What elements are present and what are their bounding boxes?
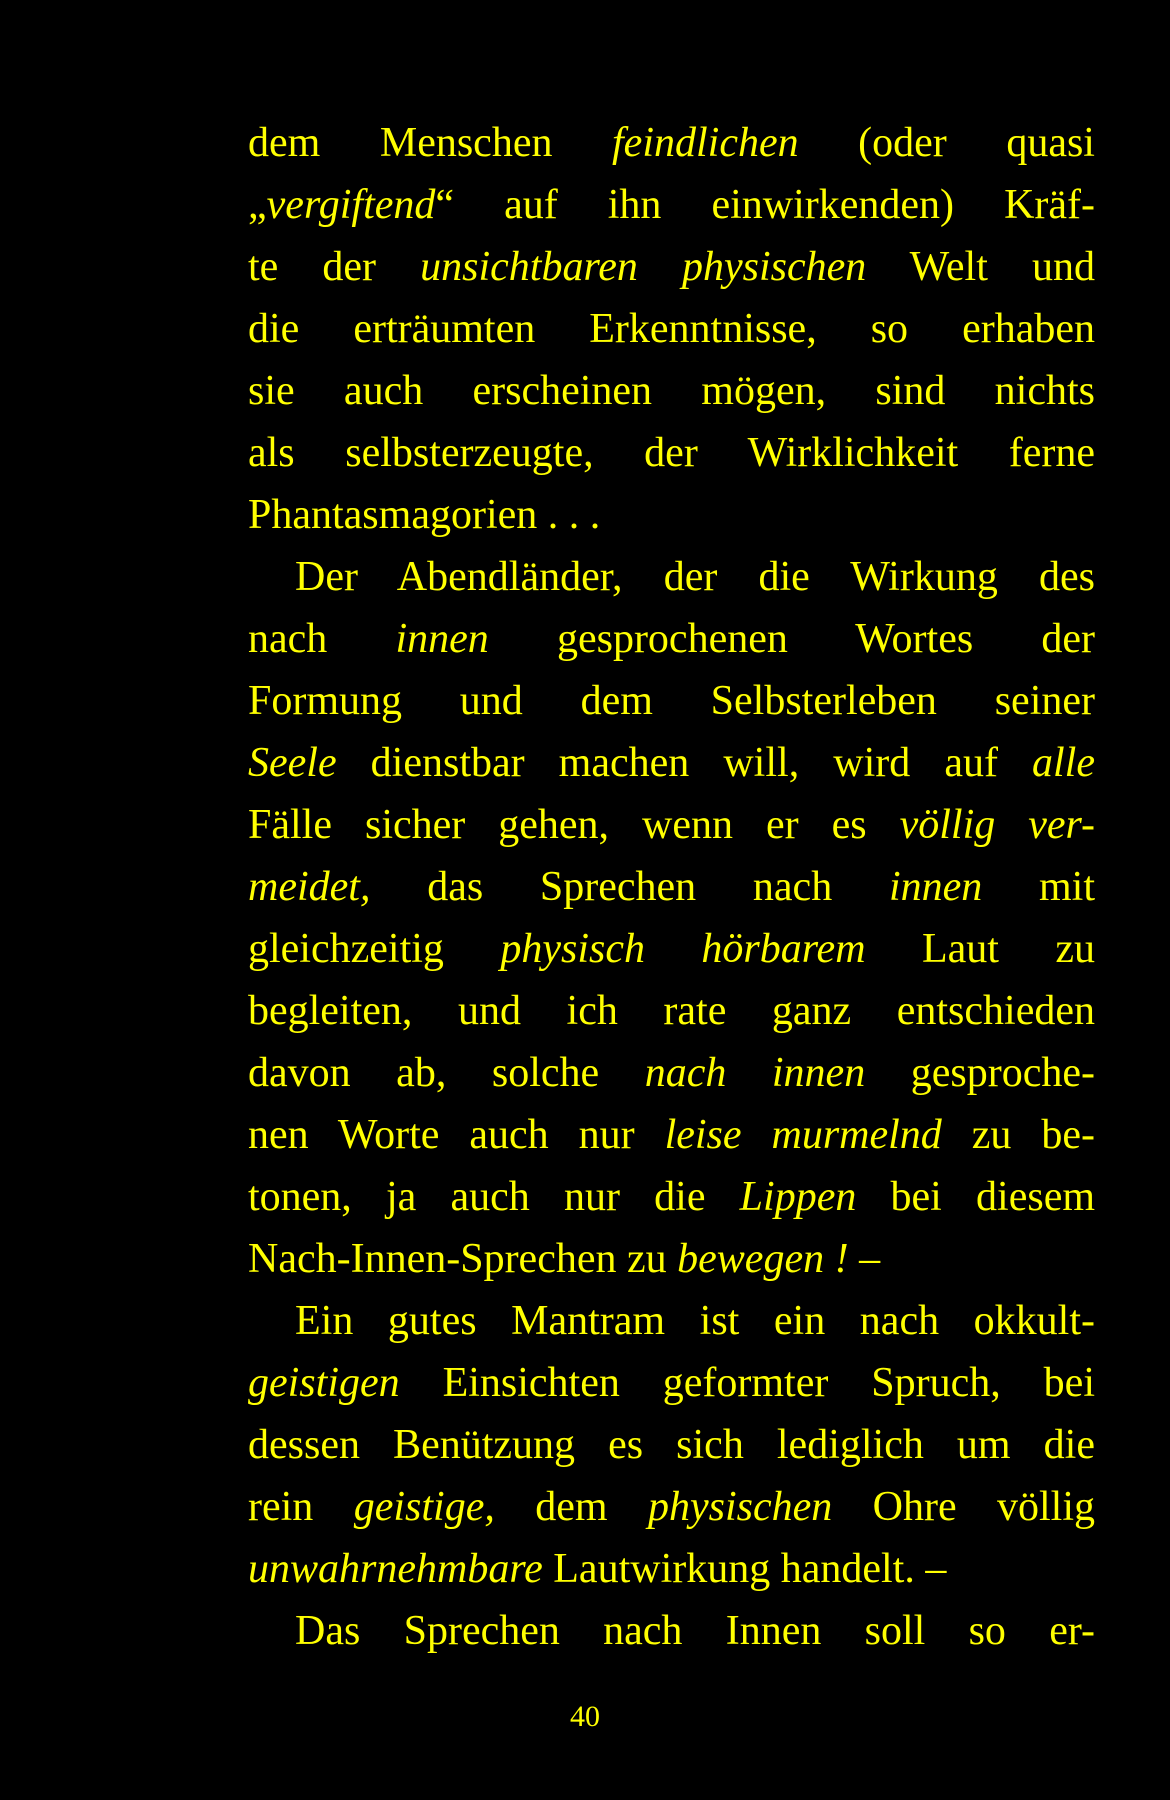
italic-text: vergiftend (266, 182, 436, 228)
text-line (248, 236, 1095, 298)
body-text (248, 112, 1095, 1662)
text-run: (oder quasi (798, 120, 1095, 166)
italic-text: völlig ver- (899, 802, 1096, 848)
text-line (248, 1352, 1095, 1414)
text-line (248, 794, 1095, 856)
text-run: mit (982, 864, 1095, 910)
text-run: begleiten, und ich rate ganz entschieden (248, 988, 1095, 1034)
text-line (248, 1228, 1095, 1290)
italic-text: physischen (647, 1484, 833, 1530)
text-run: Das Sprechen nach Innen soll so er- (295, 1608, 1095, 1654)
italic-text: Seele (248, 740, 337, 786)
text-run: Einsichten geformter Spruch, bei (399, 1360, 1095, 1406)
text-run: gleichzeitig (248, 926, 501, 972)
text-line (248, 360, 1095, 422)
italic-text: alle (1032, 740, 1095, 786)
text-run: Lautwirkung handelt. – (542, 1546, 947, 1592)
text-run: tonen, ja auch nur die (248, 1174, 740, 1220)
text-run: zu be- (941, 1112, 1095, 1158)
text-run: Fälle sicher gehen, wenn er es (248, 802, 900, 848)
text-line (248, 1104, 1095, 1166)
text-line (248, 1538, 1095, 1600)
text-run: bei diesem (856, 1174, 1096, 1220)
italic-text: geistigen (248, 1360, 400, 1406)
text-run: Ohre völlig (832, 1484, 1096, 1530)
text-run: gesprochenen Wortes der (488, 616, 1095, 662)
text-run: davon ab, solche (248, 1050, 645, 1096)
text-run: “ auf ihn einwirkenden) Kräf- (435, 182, 1095, 228)
text-line (248, 174, 1095, 236)
text-run: Phantasmagorien . . . (248, 492, 601, 538)
italic-text: Lippen (739, 1174, 857, 1220)
text-line (248, 1600, 1095, 1662)
text-line (248, 856, 1095, 918)
text-line (248, 1414, 1095, 1476)
text-run: nen Worte auch nur (248, 1112, 665, 1158)
text-run: die erträumten Erkenntnisse, so erhaben (248, 306, 1095, 352)
italic-text: meidet, (248, 864, 371, 910)
text-run: dem (494, 1484, 648, 1530)
text-run: dem Menschen (248, 120, 613, 166)
text-run: dessen Benützung es sich lediglich um die (248, 1422, 1095, 1468)
italic-text: unwahrnehmbare (248, 1546, 543, 1592)
text-run: – (848, 1236, 881, 1282)
italic-text: physisch hörbarem (500, 926, 866, 972)
text-line (248, 980, 1095, 1042)
italic-text: leise murmelnd (664, 1112, 942, 1158)
text-line (248, 112, 1095, 174)
italic-text: innen (888, 864, 983, 910)
text-run: sie auch erscheinen mögen, sind nichts (248, 368, 1095, 414)
italic-text: bewegen ! (677, 1236, 849, 1282)
text-line (248, 670, 1095, 732)
text-run: das Sprechen nach (370, 864, 889, 910)
text-line (248, 1476, 1095, 1538)
text-run: Nach-Innen-Sprechen zu (248, 1236, 678, 1282)
text-run: rein (248, 1484, 354, 1530)
italic-text: unsichtbaren physischen (420, 244, 867, 290)
italic-text: geistige, (353, 1484, 495, 1530)
text-run: gesproche- (865, 1050, 1095, 1096)
text-run: Formung und dem Selbsterleben seiner (248, 678, 1095, 724)
text-run: als selbsterzeugte, der Wirklichkeit ferne (248, 430, 1095, 476)
text-line (248, 608, 1095, 670)
text-line (248, 298, 1095, 360)
italic-text: innen (395, 616, 489, 662)
text-run: dienstbar machen will, wird auf (336, 740, 1033, 786)
page-number: 40 (570, 1700, 600, 1733)
text-run: te der (248, 244, 421, 290)
italic-text: feindlichen (612, 120, 799, 166)
text-line (248, 1290, 1095, 1352)
text-line (248, 546, 1095, 608)
text-run: Ein gutes Mantram ist ein nach okkult- (295, 1298, 1095, 1344)
text-run: Welt und (866, 244, 1095, 290)
text-run: Laut zu (865, 926, 1095, 972)
text-run: nach (248, 616, 396, 662)
text-run: „ (248, 182, 267, 228)
text-run: Der Abendländer, der die Wirkung des (295, 554, 1095, 600)
text-line (248, 1042, 1095, 1104)
text-line (248, 422, 1095, 484)
text-line (248, 1166, 1095, 1228)
italic-text: nach innen (644, 1050, 866, 1096)
text-line (248, 484, 1095, 546)
text-line (248, 918, 1095, 980)
text-line (248, 732, 1095, 794)
